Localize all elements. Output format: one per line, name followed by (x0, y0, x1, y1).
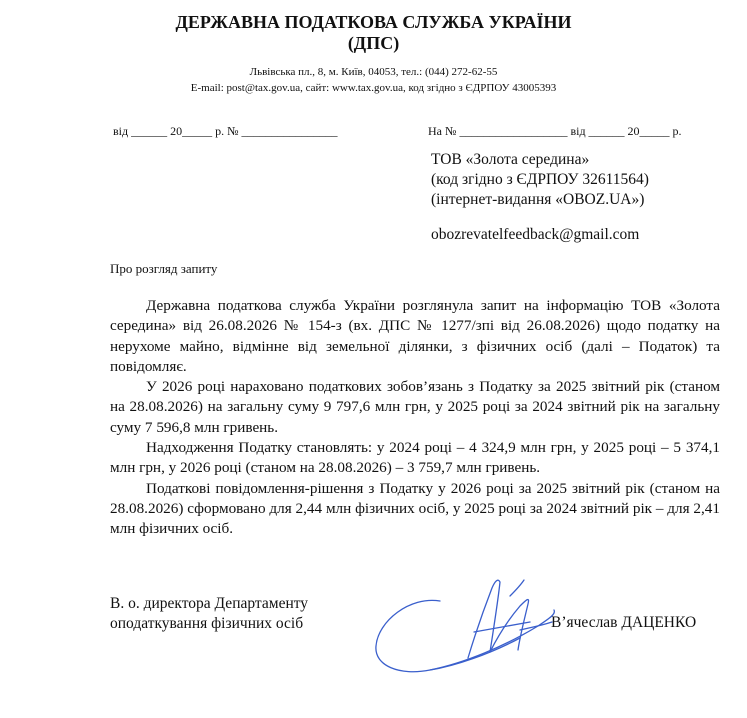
body-paragraph: Податкові повідомлення-рішення з Податку у 2026 році за 2025 звітний рік (станом на 28.08.2026) сформовано для 2,44 млн фізичних осіб, у 2025 році за 2024 звітний рік – для 2,41 млн фізичних осіб. (110, 479, 720, 538)
handwritten-signature (370, 566, 560, 686)
organization-abbreviation: (ДПС) (347, 33, 400, 53)
outgoing-registration: від ______ 20_____ р. № ________________ (113, 124, 338, 138)
organization-name: ДЕРЖАВНА ПОДАТКОВА СЛУЖБА УКРАЇНИ (175, 12, 572, 32)
recipient-name: ТОВ «Золота середина» (431, 151, 590, 168)
recipient-code: (код згідно з ЄДРПОУ 32611564) (431, 171, 649, 188)
organization-address: Львівська пл., 8, м. Київ, 04053, тел.: (044) 272-62-55 (249, 66, 498, 78)
recipient-media: (інтернет-видання «OBOZ.UA») (431, 191, 645, 208)
body-paragraph: Надходження Податку становлять: у 2024 році – 4 324,9 млн грн, у 2025 році – 5 374,1 млн грн, у 2026 році (станом на 28.08.2026) – 3 759,7 млн гривень. (110, 439, 720, 477)
body-paragraph: Державна податкова служба України розглянула запит на інформацію ТОВ «Золота середина» від 26.08.2026 № 154-з (вх. ДПС № 1277/зпі від 26.08.2026) щодо податку на нерухоме майно, відмінне від земельної ділянки, з фізичних осіб (далі – Податок) та повідомляє. (110, 297, 720, 375)
letter-body (110, 296, 720, 540)
letter-subject: Про розгляд запиту (110, 261, 218, 276)
body-paragraph: У 2026 році нараховано податкових зобов’язань з Податку за 2025 звітний рік (станом на 28.08.2026) на загальну суму 9 797,6 млн грн, у 2025 році за 2024 звітний рік на загальну суму 7 596,8 млн гривень. (110, 378, 720, 436)
signer-name: В’ячеслав ДАЦЕНКО (551, 614, 697, 631)
recipient-email: obozrevatelfeedback@gmail.com (431, 226, 640, 243)
signer-title-line2: оподаткування фізичних осіб (110, 615, 304, 632)
signer-title-line1: В. о. директора Департаменту (110, 595, 309, 612)
incoming-registration: На № __________________ від ______ 20_____ р. (428, 124, 682, 138)
organization-contacts: E-mail: post@tax.gov.ua, сайт: www.tax.gov.ua, код згідно з ЄДРПОУ 43005393 (190, 82, 557, 94)
